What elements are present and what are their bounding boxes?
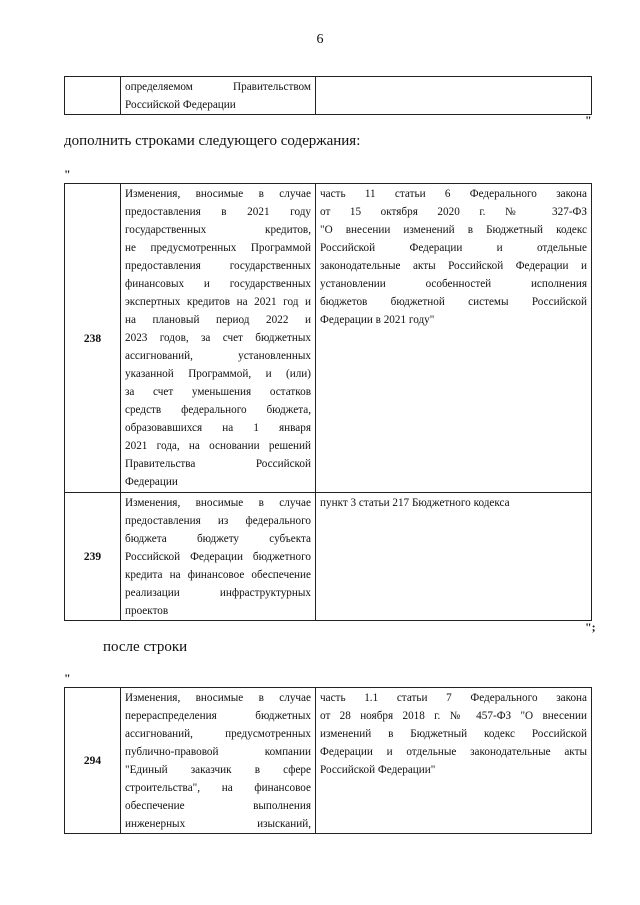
description-cell <box>121 688 316 834</box>
text-line: предоставления в 2021 году <box>125 206 311 218</box>
text-line: ассигнований, предусмотренных <box>125 728 311 740</box>
text-line: от 15 октября 2020 г. № 327-ФЗ <box>320 206 587 218</box>
text-line: предоставления государственных <box>125 260 311 272</box>
text-line: экспертных кредитов на 2021 год и <box>125 296 311 308</box>
opening-quote: " <box>64 671 71 685</box>
text-line: предоставления из федерального <box>125 515 311 527</box>
text-line: Федерации <box>125 476 178 488</box>
text-line: проектов <box>125 605 169 617</box>
number-cell <box>65 77 121 115</box>
page-number: 6 <box>316 32 324 47</box>
text-line: законодательные акты Российской Федерации и <box>320 260 587 272</box>
text-line: Российской Федерации <box>125 99 236 111</box>
text-line: Изменения, вносимые в случае <box>125 692 311 704</box>
text-line: 2021 года, на основании решений <box>125 440 311 452</box>
text-line: ассигнований, установленных <box>125 350 311 362</box>
text-line: Российской Федерации" <box>320 764 436 776</box>
text-line: обеспечение выполнения <box>125 800 311 812</box>
text-line: часть 11 статьи 6 Федерального закона <box>320 188 587 200</box>
text-line: 2023 годов, за счет бюджетных <box>125 332 311 344</box>
table-row <box>65 184 592 493</box>
text-line: Федерации в 2021 году" <box>320 314 435 326</box>
text-line: Российской Федерации бюджетного <box>125 551 311 563</box>
heading-after-row: после строки <box>103 639 188 655</box>
description-cell <box>121 77 316 115</box>
row-number: 238 <box>65 184 121 493</box>
text-line: средств федерального бюджета, <box>125 404 311 416</box>
text-line: определяемом Правительством <box>125 81 311 93</box>
closing-quote: " <box>585 113 592 127</box>
text-line: перераспределения бюджетных <box>125 710 311 722</box>
text-line: не предусмотренных Программой <box>125 242 311 254</box>
text-line: изменений в Бюджетный кодекс Российской <box>320 728 587 740</box>
text-line: реализации инфраструктурных <box>125 587 311 599</box>
text-line: Российской Федерации и отдельные <box>320 242 587 254</box>
text-line: "О внесении изменений в Бюджетный кодекс <box>320 224 587 236</box>
text-line: установлении особенностей исполнения <box>320 278 587 290</box>
table-row <box>65 688 592 834</box>
text-line: инженерных изысканий, <box>125 818 311 830</box>
top-table-fragment <box>64 76 592 115</box>
text-line: кредита на финансовое обеспечение <box>125 569 311 581</box>
row-number: 239 <box>65 493 121 621</box>
text-line: Федерации и отдельные законодательные акты <box>320 746 587 758</box>
heading-add-rows: дополнить строками следующего содержания: <box>64 133 361 149</box>
text-line: часть 1.1 статьи 7 Федерального закона <box>320 692 587 704</box>
basis-cell <box>316 77 592 115</box>
table-row <box>65 493 592 621</box>
after-row-table <box>64 687 592 834</box>
description-cell <box>121 184 316 493</box>
text-line: образовавшихся на 1 января <box>125 422 311 434</box>
row-number: 294 <box>65 688 121 834</box>
basis-cell <box>316 688 592 834</box>
text-line: от 28 ноября 2018 г. № 457-ФЗ "О внесении <box>320 710 587 722</box>
text-line: государственных кредитов, <box>125 224 311 236</box>
text-line: Изменения, вносимые в случае <box>125 497 311 509</box>
closing-quote: "; <box>585 620 596 634</box>
text-line: бюджетов бюджетной системы Российской <box>320 296 587 308</box>
text-line: указанной Программой, и (или) <box>125 368 311 380</box>
basis-cell <box>316 184 592 493</box>
text-line: Изменения, вносимые в случае <box>125 188 311 200</box>
text-line: Правительства Российской <box>125 458 311 470</box>
added-rows-table <box>64 183 592 621</box>
opening-quote: " <box>64 167 71 181</box>
description-cell <box>121 493 316 621</box>
text-line: бюджета бюджету субъекта <box>125 533 311 545</box>
text-line: "Единый заказчик в сфере <box>125 764 311 776</box>
text-line: на плановый период 2022 и <box>125 314 311 326</box>
text-line: за счет уменьшения остатков <box>125 386 311 398</box>
basis-cell <box>316 493 592 621</box>
text-line: финансовых и государственных <box>125 278 311 290</box>
text-line: публично-правовой компании <box>125 746 311 758</box>
text-line: пункт 3 статьи 217 Бюджетного кодекса <box>320 497 510 509</box>
text-line: строительства", на финансовое <box>125 782 311 794</box>
